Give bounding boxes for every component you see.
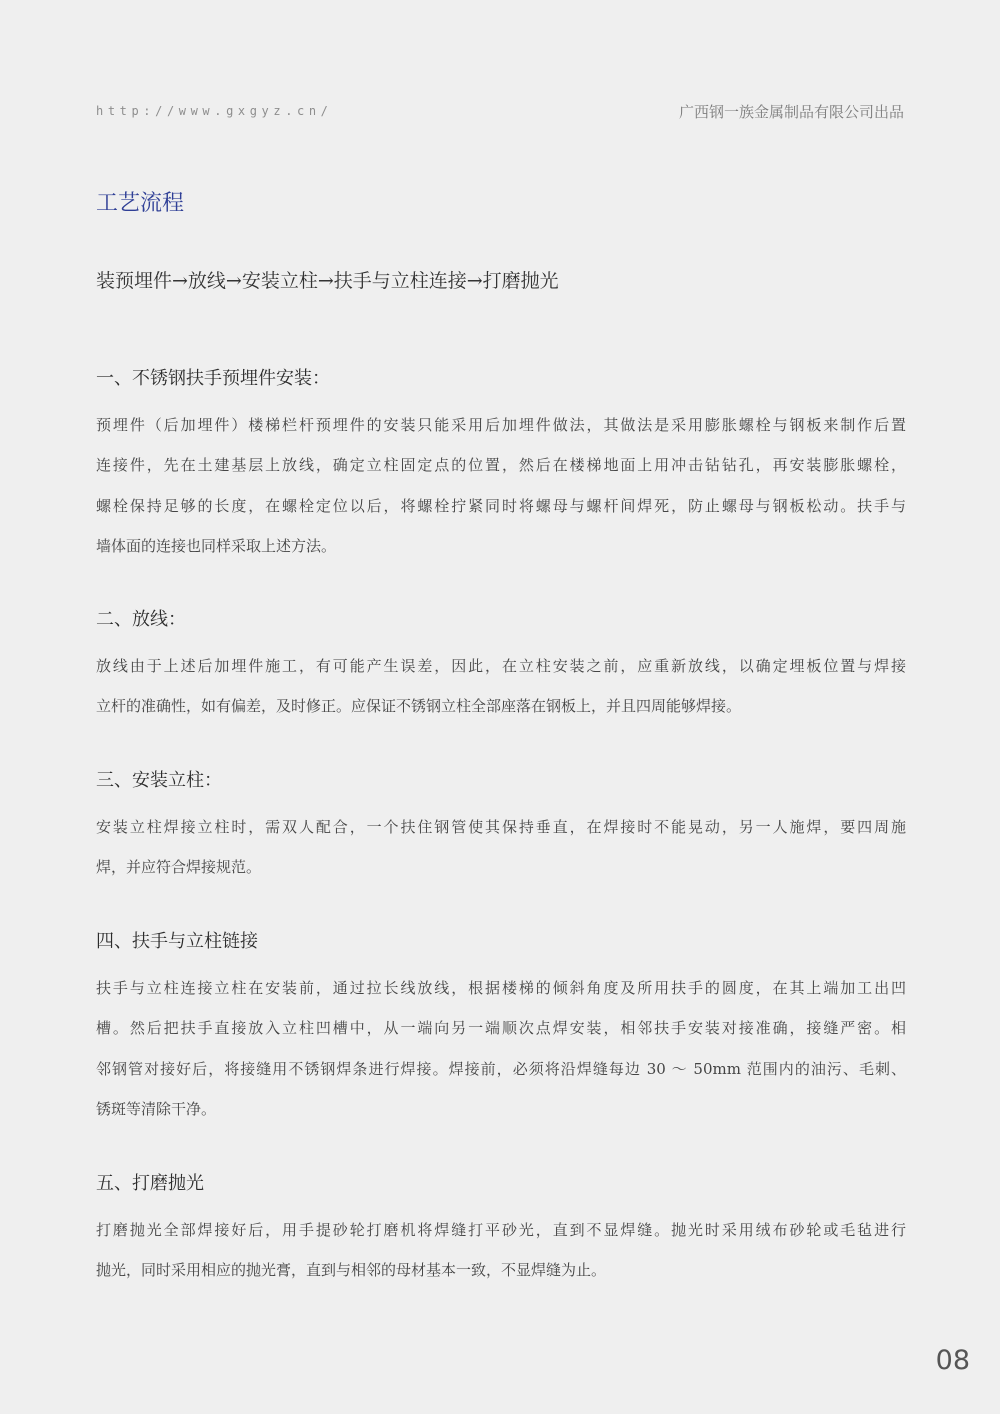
section-install-posts [96,768,906,888]
process-flow: 装预埋件→放线→安装立柱→扶手与立柱连接→打磨抛光 [96,270,559,292]
page-title: 工艺流程 [96,191,185,216]
section-heading: 二、放线： [96,609,186,630]
section-body [96,405,906,566]
header-company: 广西钢一族金属制品有限公司出品 [678,103,904,121]
body-line: 预埋件（后加埋件）楼梯栏杆预埋件的安装只能采用后加埋件做法，其做法是采用膨胀螺栓与钢板来制作后置 [96,416,906,434]
section-body [96,646,906,727]
section-heading: 五、打磨抛光 [96,1173,204,1194]
body-line: 螺栓保持足够的长度，在螺栓定位以后，将螺栓拧紧同时将螺母与螺杆间焊死，防止螺母与钢板松动。扶手与 [96,496,906,515]
section-embedded-parts [96,366,906,566]
section-body [96,807,906,888]
body-line: 扶手与立柱连接立柱在安装前，通过拉长线放线，根据楼梯的倾斜角度及所用扶手的圆度，在其上端加工出凹 [96,979,906,997]
body-line: 连接件，先在土建基层上放线，确定立柱固定点的位置，然后在楼梯地面上用冲击钻钻孔，再安装膨胀螺栓， [96,456,906,475]
body-line: 焊，并应符合焊接规范。 [96,858,262,877]
section-heading: 一、不锈钢扶手预埋件安装： [96,368,330,389]
section-polishing [96,1171,906,1291]
body-line: 安装立柱焊接立柱时，需双人配合，一个扶住钢管使其保持垂直，在焊接时不能晃动，另一人施焊，要四周施 [96,818,906,836]
section-layout [96,607,906,727]
body-line: 立杆的准确性，如有偏差，及时修正。应保证不锈钢立柱全部座落在钢板上，并且四周能够焊接。 [96,697,742,716]
body-line: 锈斑等清除干净。 [96,1099,217,1118]
section-heading: 三、安装立柱： [96,770,222,791]
body-line: 放线由于上述后加埋件施工，有可能产生误差，因此，在立柱安装之前，应重新放线，以确定埋板位置与焊接 [96,657,906,675]
body-line: 槽。然后把扶手直接放入立柱凹槽中，从一端向另一端顺次点焊安装，相邻扶手安装对接准确，接缝严密。相 [96,1019,906,1038]
section-body [96,1210,906,1291]
body-line: 抛光，同时采用相应的抛光膏，直到与相邻的母材基本一致，不显焊缝为止。 [96,1261,607,1280]
page-number: 08 [935,1345,970,1376]
body-line: 邻钢管对接好后，将接缝用不锈钢焊条进行焊接。焊接前，必须将沿焊缝每边 30 ～ 50mm 范围内的油污、毛刺、 [96,1059,906,1078]
section-body [96,968,906,1129]
section-handrail-connection [96,929,906,1129]
header-url: http://www.gxgyz.cn/ [96,104,333,118]
body-line: 墙体面的连接也同样采取上述方法。 [96,536,337,555]
section-heading: 四、扶手与立柱链接 [96,931,258,952]
body-line: 打磨抛光全部焊接好后，用手提砂轮打磨机将焊缝打平砂光，直到不显焊缝。抛光时采用绒布砂轮或毛毡进行 [96,1221,906,1239]
